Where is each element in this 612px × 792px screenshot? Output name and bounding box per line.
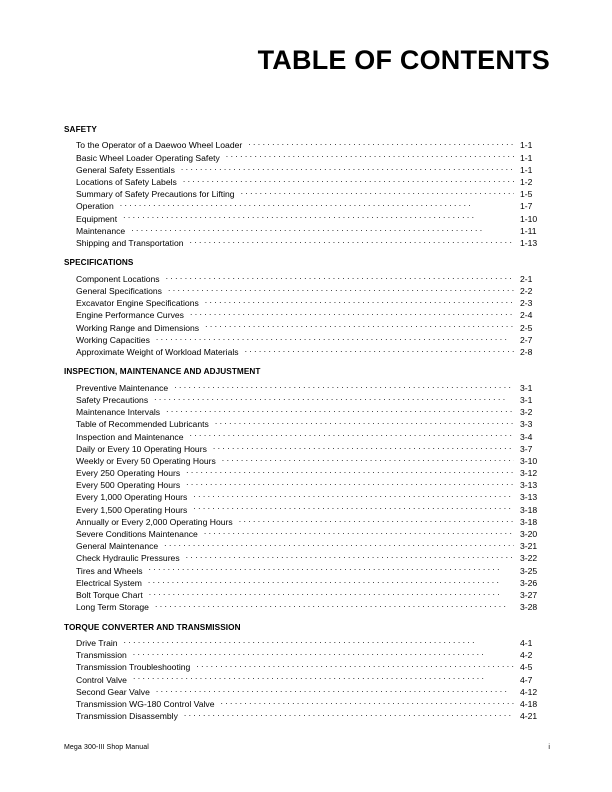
toc-entry-page-number: 4-1 [520, 638, 533, 649]
toc-entry[interactable] [64, 634, 550, 649]
toc-entry-label: Weekly or Every 50 Operating Hours [76, 455, 216, 466]
toc-entry-label: Every 1,500 Operating Hours [76, 504, 188, 515]
toc-entry-label: Long Term Storage [76, 602, 149, 613]
toc-dot-leader [184, 707, 514, 719]
toc-entry-label: Every 500 Operating Hours [76, 480, 181, 491]
toc-entry[interactable] [64, 270, 550, 282]
toc-entry-label: Bolt Torque Chart [76, 589, 143, 600]
toc-entry-label: Control Valve [76, 674, 127, 685]
table-of-contents [64, 124, 550, 722]
footer-manual-name: Mega 300-III Shop Manual [64, 744, 149, 751]
toc-entry[interactable] [64, 209, 550, 224]
toc-entry-page-number: 1-13 [520, 237, 538, 248]
toc-entry-page-number: 1-5 [520, 189, 533, 200]
toc-entry-page-number: 3-3 [520, 419, 533, 430]
toc-entry-page-number: 4-18 [520, 699, 538, 709]
toc-entry-page-number: 3-20 [520, 529, 538, 540]
toc-entry-page-number: 1-1 [520, 152, 533, 163]
footer-page-number: i [548, 744, 550, 751]
toc-section-title: SAFETY [64, 125, 97, 134]
toc-dot-leader [205, 318, 514, 330]
toc-entry-label: Transmission Disassembly [76, 711, 178, 722]
toc-section [64, 622, 550, 720]
toc-entry-label: Working Range and Dimensions [76, 322, 200, 333]
toc-entry-label: Daily or Every 10 Operating Hours [76, 443, 207, 454]
toc-dot-leader [248, 136, 514, 148]
toc-dot-leader [148, 574, 514, 586]
toc-entry-page-number: 4-7 [520, 674, 533, 685]
toc-dot-leader [154, 391, 514, 403]
toc-dot-leader [222, 452, 514, 464]
toc-entry-page-number: 3-13 [520, 492, 538, 503]
toc-entry-page-number: 1-1 [520, 164, 533, 175]
toc-section [64, 124, 550, 246]
toc-entry-page-number: 3-18 [520, 504, 538, 515]
toc-dot-leader [190, 306, 514, 318]
toc-entry-page-number: 3-4 [520, 431, 533, 442]
toc-dot-leader [193, 500, 514, 512]
toc-entry-label: Engine Performance Curves [76, 310, 184, 321]
toc-section-title: SPECIFICATIONS [64, 258, 134, 268]
toc-entry[interactable] [64, 197, 550, 212]
toc-dot-leader [124, 634, 514, 646]
toc-entry-page-number: 4-2 [520, 650, 533, 661]
toc-dot-leader [133, 646, 514, 658]
toc-entry-page-number: 2-4 [520, 310, 533, 321]
toc-entry-label: Second Gear Valve [76, 686, 150, 697]
toc-dot-leader [245, 343, 514, 355]
toc-entry-page-number: 1-11 [520, 225, 537, 236]
toc-dot-leader [149, 561, 514, 573]
toc-entry-label: Shipping and Transportation [76, 237, 184, 248]
toc-dot-leader [181, 161, 514, 173]
toc-dot-leader [149, 586, 514, 598]
toc-entry-page-number: 1-7 [520, 201, 533, 212]
page-title: TABLE OF CONTENTS [257, 45, 550, 76]
toc-dot-leader [123, 209, 514, 221]
toc-entry-page-number: 3-18 [520, 516, 538, 527]
toc-entry-label: Maintenance Intervals [76, 407, 161, 418]
toc-entry-label: Approximate Weight of Workload Materials [76, 346, 239, 357]
toc-dot-leader [131, 222, 514, 234]
toc-entry-label: Transmission Troubleshooting [76, 662, 191, 673]
toc-entry-label: Basic Wheel Loader Operating Safety [76, 152, 220, 163]
toc-entry-label: Transmission WG-180 Control Valve [76, 699, 215, 709]
toc-dot-leader [226, 148, 514, 160]
toc-entry-page-number: 4-12 [520, 686, 538, 697]
toc-entry-page-number: 3-12 [520, 468, 538, 479]
toc-entry[interactable] [64, 658, 550, 673]
toc-entry-label: Drive Train [76, 638, 118, 649]
toc-section-title: TORQUE CONVERTER AND TRANSMISSION [64, 622, 241, 632]
toc-dot-leader [186, 476, 514, 488]
toc-dot-leader [196, 658, 514, 670]
toc-dot-leader [166, 270, 514, 282]
toc-entry-label: Maintenance [76, 225, 126, 236]
toc-dot-leader [213, 440, 514, 452]
toc-dot-leader [174, 379, 514, 391]
toc-dot-leader [215, 415, 514, 427]
toc-entry-page-number: 3-7 [520, 443, 533, 454]
toc-entry-page-number: 3-10 [520, 455, 538, 466]
toc-dot-leader [164, 537, 514, 549]
toc-entry-label: Working Capacities [76, 334, 150, 345]
toc-entry-label: Operation [76, 201, 114, 212]
toc-dot-leader [168, 282, 514, 294]
toc-dot-leader [183, 173, 514, 185]
toc-entry-page-number: 2-2 [520, 285, 533, 296]
toc-section [64, 366, 550, 613]
toc-entry-page-number: 4-5 [520, 662, 533, 673]
toc-entry-label: Every 250 Operating Hours [76, 468, 181, 479]
toc-dot-leader [156, 683, 514, 695]
toc-dot-leader [120, 197, 514, 209]
toc-entry-page-number: 3-2 [520, 407, 533, 418]
toc-section [64, 257, 550, 355]
toc-entry-label: Tires and Wheels [76, 565, 143, 576]
toc-entry-page-number: 3-1 [520, 394, 533, 405]
toc-dot-leader [156, 331, 514, 343]
toc-entry[interactable] [64, 222, 550, 234]
toc-dot-leader [204, 525, 514, 537]
toc-entry[interactable] [64, 234, 550, 246]
toc-entry-label: Preventive Maintenance [76, 382, 169, 393]
toc-entry-page-number: 1-10 [520, 213, 538, 224]
toc-entry-page-number: 3-22 [520, 553, 538, 564]
toc-dot-leader [241, 185, 514, 197]
toc-entry-page-number: 4-21 [520, 711, 538, 722]
toc-dot-leader [190, 234, 515, 246]
toc-entry[interactable] [64, 379, 550, 391]
toc-entry-label: Every 1,000 Operating Hours [76, 492, 188, 503]
toc-entry-label: Component Locations [76, 273, 160, 284]
toc-entry[interactable] [64, 683, 550, 695]
toc-entry[interactable] [64, 136, 550, 151]
toc-dot-leader [186, 464, 514, 476]
toc-entry-page-number: 1-2 [520, 176, 533, 187]
toc-dot-leader [155, 598, 514, 610]
toc-entry-label: Inspection and Maintenance [76, 431, 184, 442]
toc-entry-label: Table of Recommended Lubricants [76, 419, 209, 430]
toc-entry-label: Transmission [76, 650, 127, 661]
toc-entry-page-number: 2-7 [520, 334, 533, 345]
toc-dot-leader [166, 403, 514, 415]
toc-entry-label: General Specifications [76, 285, 162, 296]
toc-entry-label: Severe Conditions Maintenance [76, 529, 198, 540]
toc-entry-label: Excavator Engine Specifications [76, 298, 199, 309]
toc-entry-label: Summary of Safety Precautions for Lifting [76, 189, 235, 200]
toc-entry-label: General Safety Essentials [76, 164, 175, 175]
toc-entry-page-number: 3-1 [520, 382, 533, 393]
toc-entry-page-number: 2-5 [520, 322, 533, 333]
toc-entry-page-number: 3-25 [520, 565, 538, 576]
toc-entry-page-number: 3-27 [520, 589, 538, 600]
toc-entry-label: General Maintenance [76, 541, 159, 552]
toc-entry-page-number: 1-1 [520, 140, 533, 151]
toc-dot-leader [221, 695, 515, 707]
toc-dot-leader [205, 294, 514, 306]
toc-entry-page-number: 2-3 [520, 298, 533, 309]
toc-entry[interactable] [64, 670, 550, 685]
toc-dot-leader [193, 488, 514, 500]
toc-entry-label: Electrical System [76, 577, 142, 588]
toc-entry-page-number: 3-28 [520, 602, 538, 613]
toc-dot-leader [186, 549, 514, 561]
toc-entry-label: Equipment [76, 213, 118, 224]
toc-entry-page-number: 2-8 [520, 346, 533, 357]
toc-entry-page-number: 3-26 [520, 577, 538, 588]
toc-dot-leader [239, 513, 514, 525]
toc-entry-label: Check Hydraulic Pressures [76, 553, 180, 564]
toc-section-title: INSPECTION, MAINTENANCE AND ADJUSTMENT [64, 367, 261, 377]
toc-entry-page-number: 2-1 [520, 273, 533, 284]
toc-entry-label: Safety Precautions [76, 394, 149, 405]
toc-entry-label: To the Operator of a Daewoo Wheel Loader [76, 140, 243, 151]
toc-entry-label: Locations of Safety Labels [76, 176, 177, 187]
toc-entry-page-number: 3-21 [520, 541, 538, 552]
toc-entry-label: Annually or Every 2,000 Operating Hours [76, 516, 233, 527]
toc-dot-leader [190, 427, 515, 439]
toc-dot-leader [133, 670, 514, 682]
page-footer [64, 744, 550, 751]
toc-entry[interactable] [64, 646, 550, 661]
toc-entry-page-number: 3-13 [520, 480, 538, 491]
